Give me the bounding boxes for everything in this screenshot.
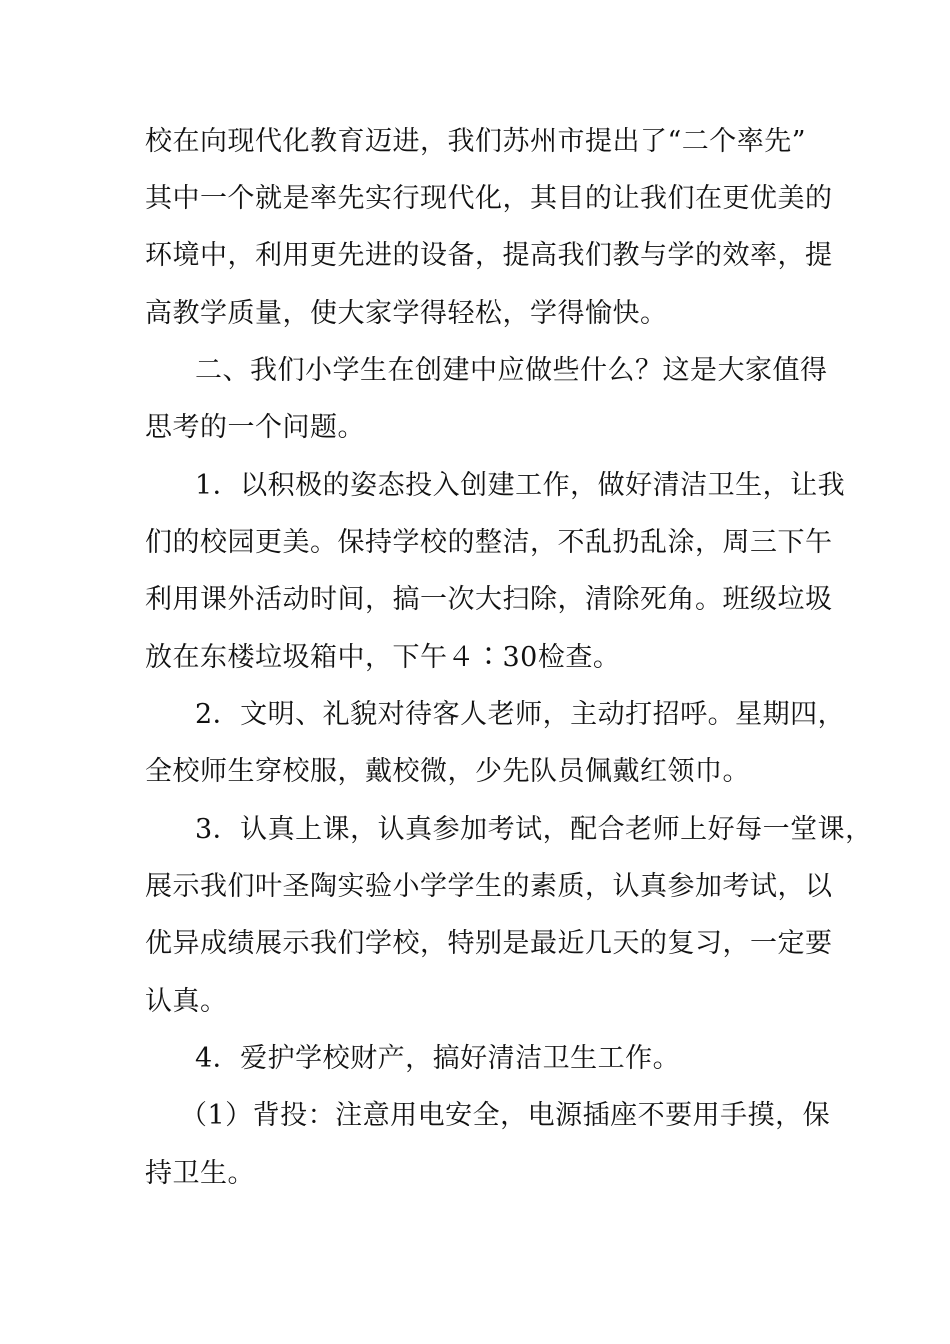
text-line-15: 优异成绩展示我们学校，特别是最近几天的复习，一定要: [145, 928, 833, 959]
text-line-1: 校在向现代化教育迈进，我们苏州市提出了“二个率先”: [145, 126, 807, 157]
list-item-4: 4．爱护学校财产，搞好清洁卫生工作。: [195, 1043, 681, 1074]
text-line-3: 环境中，利用更先进的设备，提高我们教与学的效率，提: [145, 240, 833, 271]
text-line-19: 持卫生。: [145, 1158, 255, 1189]
text-line-14: 展示我们叶圣陶实验小学学生的素质，认真参加考试，以: [145, 871, 833, 902]
section-heading-2: 二、我们小学生在创建中应做些什么？这是大家值得: [195, 355, 828, 386]
text-line-10: 放在东楼垃圾箱中，下午４∶30检查。: [145, 642, 621, 673]
text-line-6: 思考的一个问题。: [145, 412, 365, 443]
text-line-2: 其中一个就是率先实行现代化，其目的让我们在更优美的: [145, 183, 833, 214]
list-item-3: 3．认真上课，认真参加考试，配合老师上好每一堂课，: [195, 814, 873, 845]
list-item-1: 1．以积极的姿态投入创建工作，做好清洁卫生，让我: [195, 470, 846, 501]
text-line-9: 利用课外活动时间，搞一次大扫除，清除死角。班级垃圾: [145, 584, 833, 615]
text-line-12: 全校师生穿校服，戴校微，少先队员佩戴红领巾。: [145, 756, 750, 787]
list-item-2: 2．文明、礼貌对待客人老师，主动打招呼。星期四，: [195, 699, 846, 730]
sub-item-1: （1）背投：注意用电安全，电源插座不要用手摸，保: [180, 1100, 831, 1131]
text-line-8: 们的校园更美。保持学校的整洁，不乱扔乱涂，周三下午: [145, 527, 833, 558]
text-line-4: 高教学质量，使大家学得轻松，学得愉快。: [145, 298, 668, 329]
text-line-16: 认真。: [145, 986, 228, 1017]
